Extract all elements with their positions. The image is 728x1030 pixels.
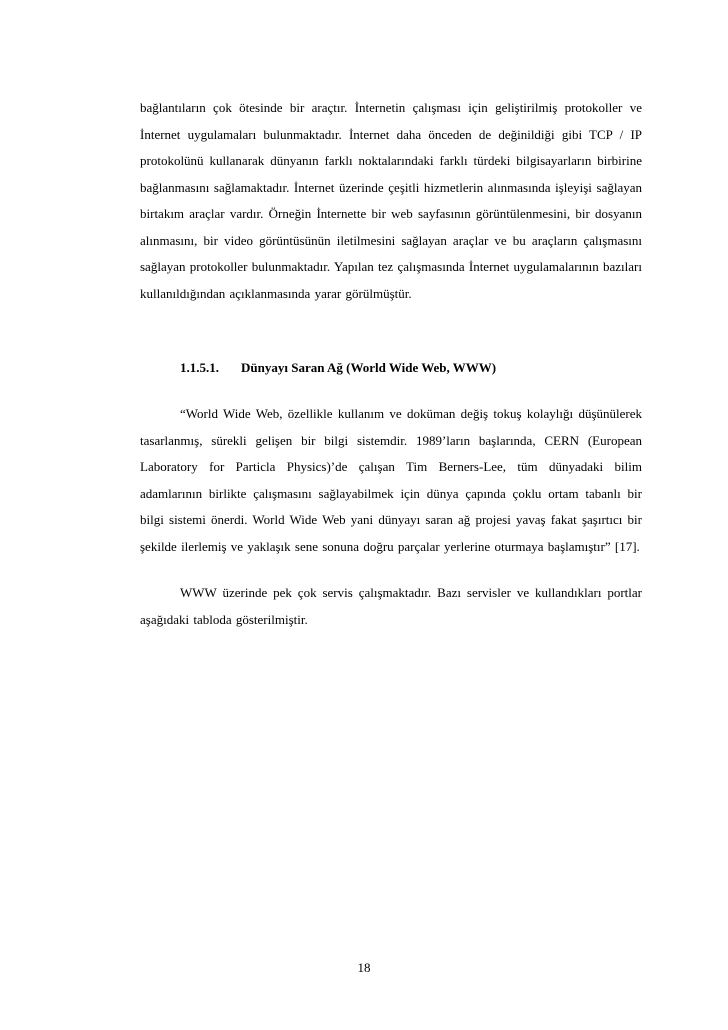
section-title: Dünyayı Saran Ağ (World Wide Web, WWW) [241,360,497,375]
paragraph-www-services: WWW üzerinde pek çok servis çalışmaktadır. Bazı servisler ve kullandıkları portlar aşağıdaki tabloda gösterilmiştir. [140,585,642,627]
page-body [140,95,642,633]
section-number: 1.1.5.1. [180,360,219,375]
page-number: 18 [357,960,371,975]
paragraph-www-quote: “World Wide Web, özellikle kullanım ve doküman değiş tokuş kolaylığı düşünülerek tasarlanmış, sürekli gelişen bir bilgi sistemdir. 1989’ların başlarında, CERN (European Laboratory for Particla Physics)’de çalışan Tim Berners-Lee, tüm dünyadaki bilim adamlarının birlikte çalışmasını sağlayabilmek için dünya çapında çoklu ortam tabanlı bir bilgi sistemi önerdi. World Wide Web yani dünyayı saran ağ projesi yavaş fakat şaşırtıcı bir şekilde ilerlemiş ve yaklaşık sene sonuna doğru parçalar yerlerine oturmaya başlamıştır” [17]. [140,406,642,554]
paragraph-internet-tools: bağlantıların çok ötesinde bir araçtır. İnternetin çalışması için geliştirilmiş protokoller ve İnternet uygulamaları bulunmaktadır. İnternet daha önceden de değinildiği gibi TCP / IP protokolünü kullanarak dünyanın farklı noktalarındaki farklı türdeki bilgisayarların birbirine bağlanmasını sağlamaktadır. İnternet üzerinde çeşitli hizmetlerin alınmasında işleyişi sağlayan birtakım araçlar vardır. Örneğin İnternette bir web sayfasının görüntülenmesini, bir dosyanın alınmasını, bir video görüntüsünün iletilmesini sağlayan araçlar ve bu araçların çalışmasını sağlayan protokoller bulunmaktadır. Yapılan tez çalışmasında İnternet uygulamalarının bazıları kullanıldığından açıklanmasında yarar görülmüştür. [140,100,642,301]
section-heading [140,355,642,381]
